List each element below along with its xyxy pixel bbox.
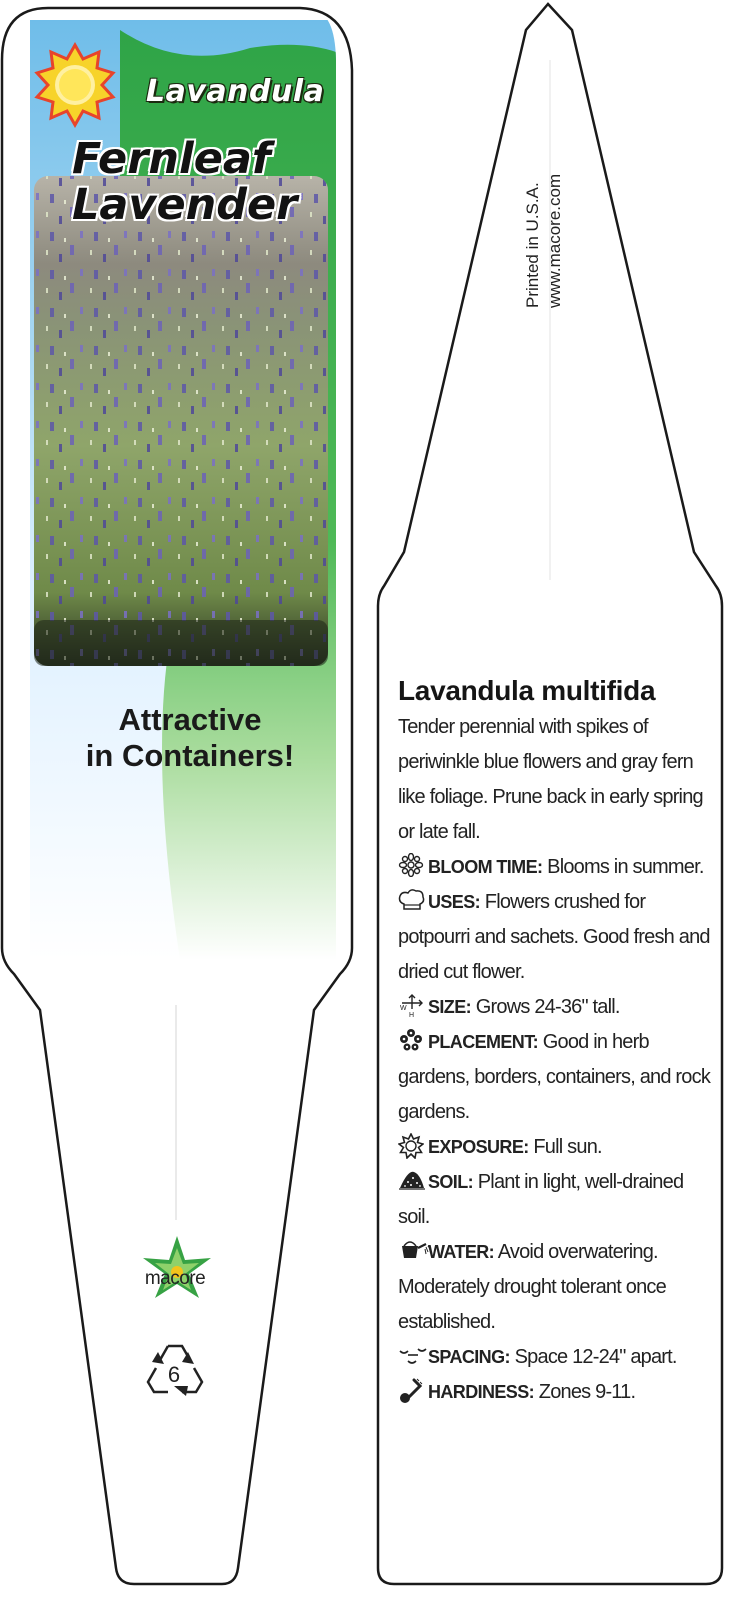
section-text: Zones 9-11. — [538, 1381, 636, 1403]
section-hardiness — [398, 1375, 714, 1410]
section-bloom-time — [398, 850, 714, 885]
printer-info — [522, 174, 566, 308]
section-label: SIZE: — [428, 997, 472, 1017]
spacing-icon — [398, 1343, 428, 1367]
section-label: USES: — [428, 892, 481, 912]
description: Tender perennial with spikes of periwinkle blue flowers and gray fern like foliage. Prune back in early spring or late fall. — [398, 716, 703, 843]
svg-text:H: H — [409, 1012, 414, 1017]
section-spacing — [398, 1340, 714, 1375]
section-label: HARDINESS: — [428, 1382, 535, 1402]
placement-flowers-icon — [398, 1028, 428, 1052]
soil-icon — [398, 1168, 428, 1192]
slogan — [20, 702, 360, 774]
printed-in: Printed in U.S.A. — [523, 182, 542, 308]
section-text: Flowers crushed for potpourri and sachets. Good fresh and dried cut flower. — [398, 891, 710, 983]
section-label: SPACING: — [428, 1347, 510, 1367]
section-exposure — [398, 1130, 714, 1165]
printer-website: www.macore.com — [545, 173, 564, 308]
thermometer-icon — [398, 1378, 428, 1402]
section-label: BLOOM TIME: — [428, 857, 543, 877]
section-text: Space 12-24" apart. — [514, 1346, 677, 1368]
section-label: PLACEMENT: — [428, 1032, 538, 1052]
section-text: Blooms in summer. — [547, 856, 704, 878]
brand-name: macore — [144, 1268, 206, 1289]
common-name-line-2: Lavender — [72, 180, 298, 230]
slogan-line-1: Attractive — [118, 702, 262, 737]
back-content — [398, 672, 714, 1410]
section-uses — [398, 885, 714, 990]
common-name — [72, 136, 302, 228]
section-text: Grows 24-36" tall. — [475, 996, 620, 1018]
section-soil — [398, 1165, 714, 1235]
watering-can-icon — [398, 1238, 428, 1262]
recycle-code: 6 — [167, 1362, 181, 1387]
section-placement — [398, 1025, 714, 1130]
sun-icon — [398, 1133, 428, 1157]
flower-icon — [398, 853, 428, 877]
section-text: Avoid overwatering. Moderately drought tolerant once established. — [398, 1241, 666, 1333]
section-size — [398, 990, 714, 1025]
section-water — [398, 1235, 714, 1340]
section-text: Plant in light, well-drained soil. — [398, 1171, 684, 1228]
scientific-name: Lavandula multifida — [398, 675, 656, 706]
size-icon — [398, 993, 428, 1017]
chef-hat-icon — [398, 888, 428, 912]
section-label: WATER: — [428, 1242, 495, 1262]
common-name-line-1: Fernleaf — [72, 134, 271, 184]
section-label: SOIL: — [428, 1172, 473, 1192]
section-label: EXPOSURE: — [428, 1137, 529, 1157]
section-text: Full sun. — [533, 1136, 602, 1158]
slogan-line-2: in Containers! — [85, 738, 295, 773]
section-text: Good in herb gardens, borders, containers, and rock gardens. — [398, 1031, 711, 1123]
svg-text:W: W — [400, 1005, 406, 1012]
genus-name: Lavandula — [146, 74, 325, 109]
